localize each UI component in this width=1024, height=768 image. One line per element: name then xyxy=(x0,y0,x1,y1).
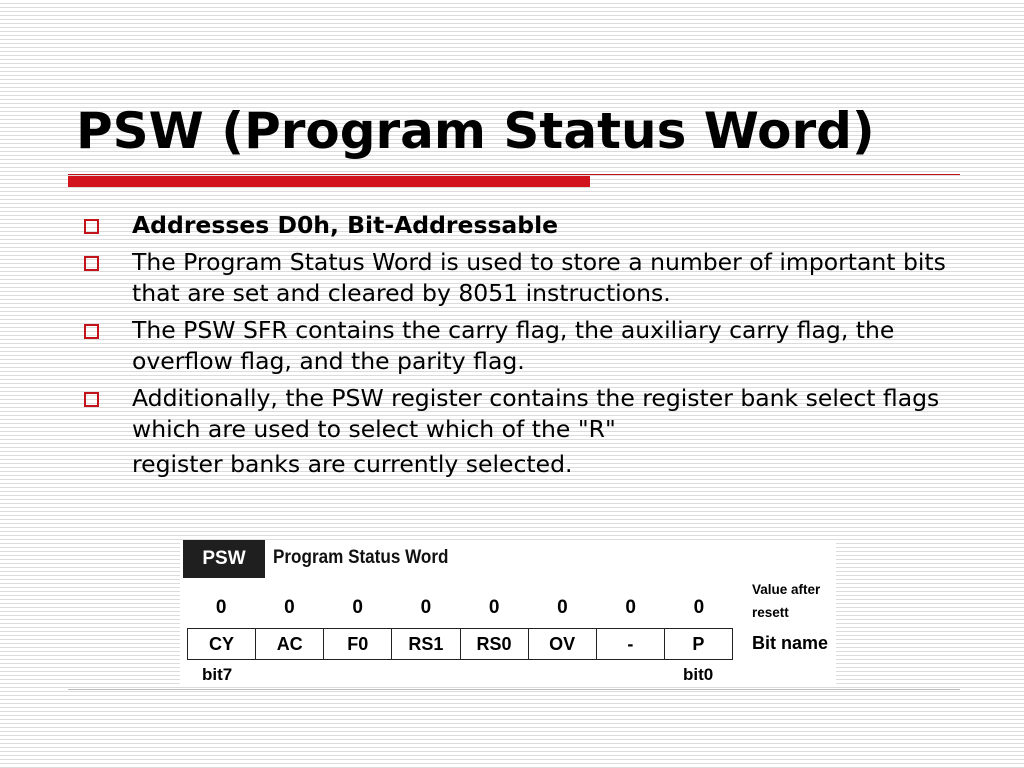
value-label-line: Value after xyxy=(752,582,821,597)
psw-register-diagram xyxy=(180,540,836,686)
bullet-item xyxy=(82,247,962,309)
bit-name-cell: CY xyxy=(188,629,256,659)
square-bullet-icon xyxy=(84,256,99,271)
bit-name-cell: - xyxy=(597,629,665,659)
bit-name-cell: F0 xyxy=(324,629,392,659)
register-name-label: PSW xyxy=(183,540,265,578)
bullet-text: The Program Status Word is used to store a number of important bits that are set and cleared by 8051 instructions. xyxy=(132,248,946,307)
bullet-text: The PSW SFR contains the carry flag, the auxiliary carry flag, the overflow flag, and the parity flag. xyxy=(132,316,895,375)
bit-name-cell: OV xyxy=(529,629,597,659)
reset-value: 0 xyxy=(488,597,500,618)
bullet-item xyxy=(82,210,962,241)
bit-name-cell: RS0 xyxy=(461,629,529,659)
bullet-list xyxy=(82,210,962,489)
lsb-label: bit0 xyxy=(683,665,714,684)
bit-name-cell: RS1 xyxy=(392,629,460,659)
reset-value: 0 xyxy=(420,597,432,618)
reset-value: 0 xyxy=(557,597,568,618)
reset-value: 0 xyxy=(284,597,295,618)
bullet-text-continuation: register banks are currently selected. xyxy=(132,450,573,478)
msb-label: bit7 xyxy=(202,665,233,684)
title-underline-thin xyxy=(68,174,960,175)
value-after-reset-label xyxy=(752,578,836,624)
reset-value: 0 xyxy=(693,597,705,618)
bit-names-row xyxy=(187,628,733,660)
title-underline-accent xyxy=(68,176,590,187)
square-bullet-icon xyxy=(84,219,99,234)
bullet-item xyxy=(82,383,962,483)
bullet-item xyxy=(82,315,962,377)
reset-values-row xyxy=(187,596,733,620)
reset-value: 0 xyxy=(352,597,363,618)
reset-value: 0 xyxy=(625,597,636,618)
bit-name-label: Bit name xyxy=(752,633,829,653)
bullet-text: Additionally, the PSW register contains the register bank select flags which are used to select which of the "R" xyxy=(132,384,940,443)
bit-name-cell: P xyxy=(692,634,705,654)
bullet-text: Addresses D0h, Bit-Addressable xyxy=(132,211,559,239)
footer-divider xyxy=(68,689,960,690)
bit-name-cell: AC xyxy=(256,629,324,659)
square-bullet-icon xyxy=(84,324,99,339)
register-caption: Program Status Word xyxy=(273,547,449,568)
square-bullet-icon xyxy=(84,392,99,407)
value-label-line: resett xyxy=(752,605,789,620)
reset-value: 0 xyxy=(215,597,227,618)
slide-title: PSW (Program Status Word) xyxy=(76,102,875,160)
